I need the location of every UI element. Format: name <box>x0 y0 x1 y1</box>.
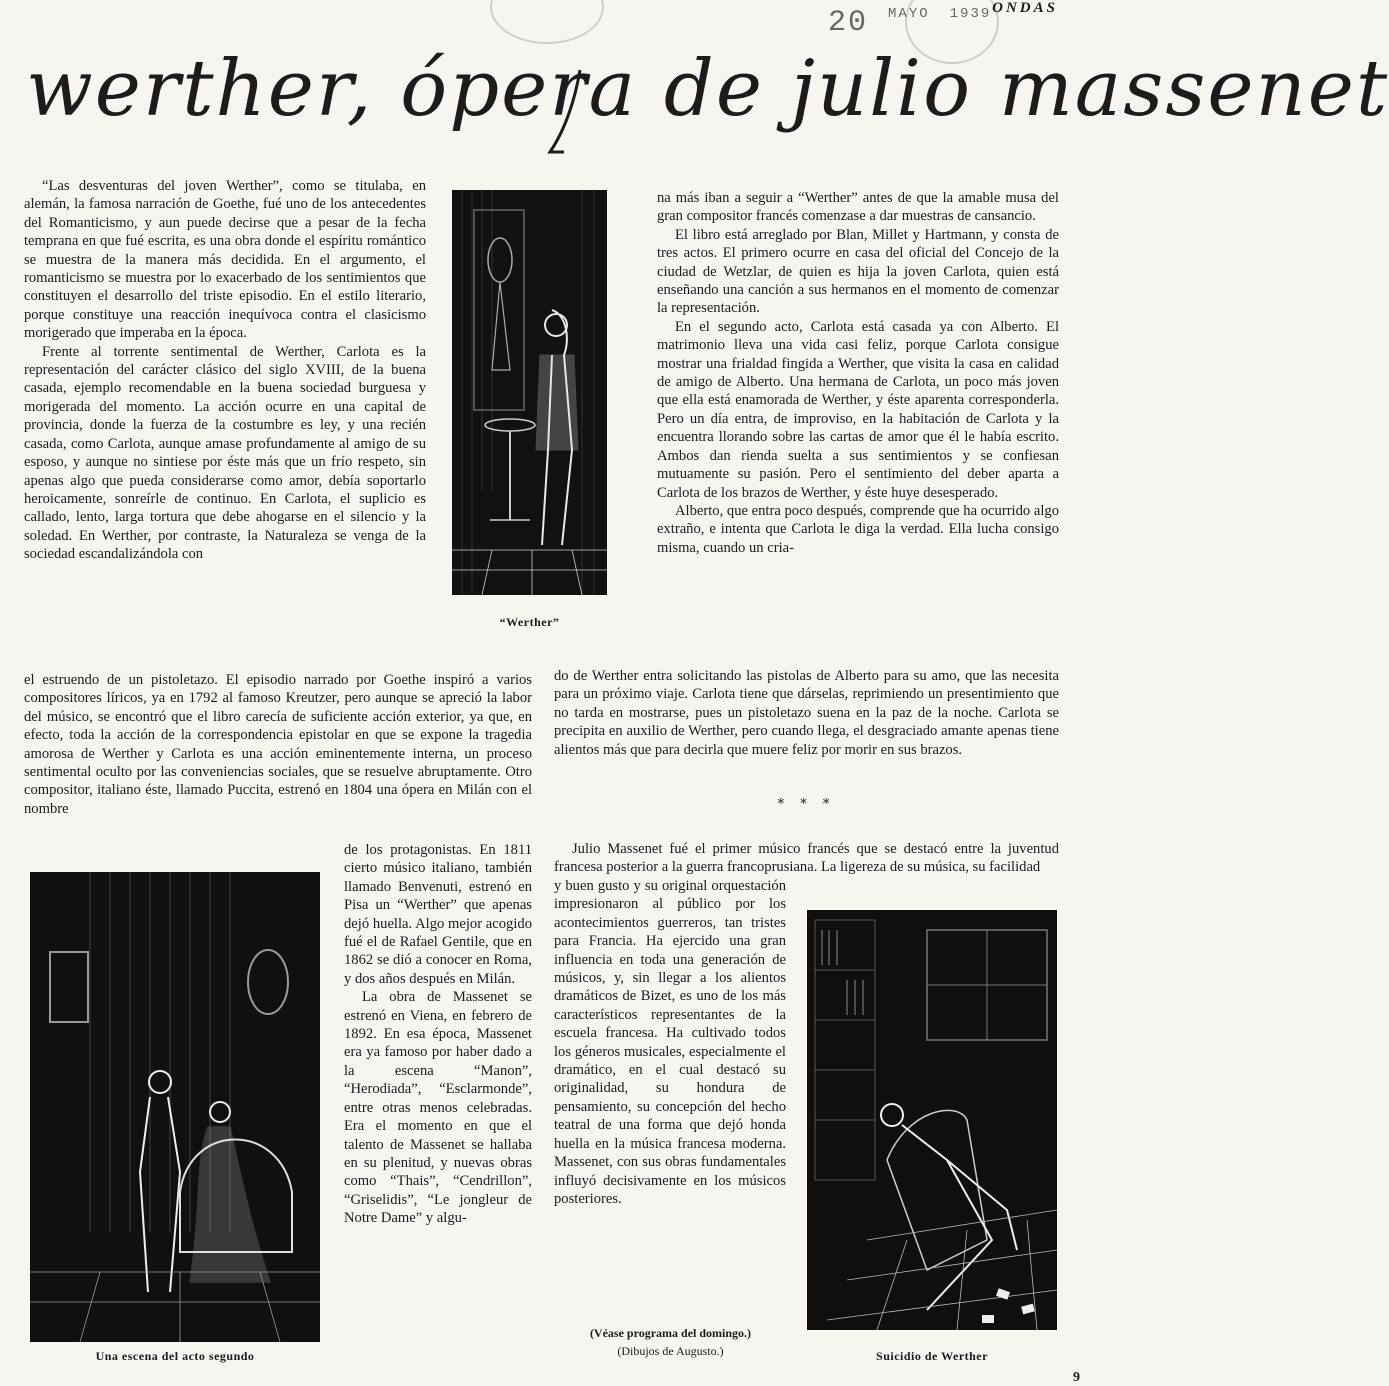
paragraph: el estruendo de un pistoletazo. El episodio narrado por Goethe inspiró a varios compositores líricos, ya en 1792 al famoso Kreutzer, pero aunque se apreció la labor del músico, se encontró que el libro carecía de suficiente acción exterior, ya que, en efecto, toda la acción de la correspondencia epistolar en que se expone la tragedia amorosa de Werther y Carlota es una acción eminentemente interna, un proceso sentimental oculto por las conveniencias sociales, que se resuelve abruptamente. Otro compositor, italiano éste, llamado Puccita, estrenó en 1804 una ópera en Milán con el nombre <box>24 672 532 817</box>
title-flourish <box>520 60 600 160</box>
illustration-escena <box>30 872 320 1342</box>
paragraph: de los protagonistas. En 1811 cierto músico italiano, también llamado Benvenuti, estrenó en Pisa un “Werther” que apenas dejó huella. Algo mejor acogido fué el de Rafael Gentile, que en 1862 se dió a conocer en Roma, y dos años después en Milán. <box>344 842 532 987</box>
date-stamp-month: MAYO <box>888 6 930 22</box>
paragraph: Frente al torrente sentimental de Werther, Carlota es la representación del carácter clásico del siglo XVIII, de la buena casada, ejemplo recomendable en la buena sociedad burguesa y morigerada del momento. La acción ocurre en una capital de provincia, donde la fuerza de la costumbre es ley, y una recién casada, como Carlota, aunque amase profundamente al amigo de su esposo, y aunque no sintiese por éste más que un frío respeto, sin apenas algo que pueda considerarse como amor, debía soportarlo heroicamente, sonreírle de continuo. En Carlota, el suplicio es callado, lento, larga tortura que debe ahogarse en el silencio y la soledad. En Werther, por contraste, la Naturaleza se venga de la sociedad escandalizándola con <box>24 343 426 563</box>
column-left-wide <box>24 671 532 818</box>
illustration-suicidio <box>807 910 1057 1330</box>
column-mid-bottom <box>344 841 532 1228</box>
paragraph: do de Werther entra solicitando las pistolas de Alberto para su amo, que las necesita para un próximo viaje. Carlota tiene que dárselas, reprimiendo un presentimiento que no tarda en mostrarse, pues un pistoletazo suena en la paz de la noche. Carlota se precipita en auxilio de Werther, pero cuando llega, el desgraciado amante apenas tiene alientos más que para decirla que muere feliz por morir en sus brazos. <box>554 668 1059 758</box>
paragraph: En el segundo acto, Carlota está casada ya con Alberto. El matrimonio lleva una vida casi feliz, porque Carlota consigue mostrar una frialdad fingida a Werther, que visita la casa en calidad de amigo de Alberto. Una hermana de Carlota, un poco más joven que ella está enamorada de Werther, y éste aparenta corresponderla. Pero un día entra, de improviso, en la habitación de Carlota y la encuentra llorando sobre las cartas de amor que él le había escrito. Ambos dan rienda suelta a sus sentimientos y se confiesan mutuamente su pasión. Pero el sentimiento del deber aparta a Carlota de los brazos de Werther, y éste huye desesperado. <box>657 318 1059 501</box>
note-programa: (Véase programa del domingo.) <box>589 1326 752 1340</box>
paragraph: y buen gusto y su original orquestación impresionaron al público por los acontecimientos guerreros, tan tristes para Francia. Ha ejercido una gran influencia en toda una generación de músicos, y, sin llegar a los alientos dramáticos de Bizet, es uno de los más característicos representantes de la escuela francesa. Ha cultivado todos los géneros musicales, especialmente el dramático, en el cual destacó su originalidad, su hondura de pensamiento, su concepción del hecho teatral de una forma que dejó honda huella en la música francesa moderna. Massenet, con sus obras fundamentales influyó decisivamente en los músicos posteriores. <box>554 878 786 1207</box>
caption-escena: Una escena del acto segundo <box>95 1349 255 1363</box>
paragraph: El libro está arreglado por Blan, Millet y Hartmann, y consta de tres actos. El primero ocurre en casa del oficial del Concejo de la ciudad de Wetzlar, de quien es hija la joven Carlota, quien está enseñando una canción a sus hermanos en el momento de comenzar la representación. <box>657 226 1059 317</box>
date-stamp-day: 20 <box>828 6 869 40</box>
column-left-top <box>24 177 426 564</box>
caption-werther: “Werther” <box>499 615 560 629</box>
article-title: werther, ópera de julio massenet <box>26 44 1389 134</box>
magazine-brand: ONDAS <box>992 0 1058 16</box>
column-right-wide <box>554 667 1059 759</box>
paragraph: La obra de Massenet se estrenó en Viena, en febrero de 1892. En esa época, Massenet era ya famoso por haber dado a la escena “Manon”, “Herodiada”, “Esclarmonde”, entre otras menos celebradas. Era el momento en que el talento de Massenet se hallaba en su plenitud, y nuevas obras como “Thais”, “Cendrillon”, “Griselidis”, “Le jongleur de Notre Dame” y algu- <box>344 989 532 1227</box>
paragraph: Alberto, que entra poco después, comprende que ha ocurrido algo extraño, e intenta que Carlota le diga la verdad. Ella lucha consigo misma, cuando un cria- <box>657 502 1059 556</box>
column-right-intro <box>554 840 1059 877</box>
caption-suicidio: Suicidio de Werther <box>876 1349 988 1363</box>
paragraph: “Las desventuras del joven Werther”, como se titulaba, en alemán, la famosa narración de Goethe, fué uno de los antecedentes del Romanticismo, y aun puede decirse que a pesar de la fecha temprana en que fué escrita, es una obra donde el espíritu romántico se muestra de la manera más decidida. En el argumento, el romanticismo se muestra por lo exacerbado de los sentimientos que constituyen el desarrollo del triste episodio. En el estilo literario, porque constituye una reacción inequívoca contra el clasicismo morigerado que imperaba en la época. <box>24 178 426 342</box>
page-number: 9 <box>1073 1370 1080 1385</box>
paragraph: Julio Massenet fué el primer músico francés que se destacó entre la juventud francesa posterior a la guerra francoprusiana. La ligereza de su música, su facilidad <box>554 841 1059 876</box>
illustration-werther <box>452 190 607 595</box>
column-right-top <box>657 189 1059 557</box>
section-separator: * * * <box>777 797 836 812</box>
note-dibujos: (Dibujos de Augusto.) <box>617 1344 724 1358</box>
column-right-bottom <box>554 877 786 1208</box>
paragraph: na más iban a seguir a “Werther” antes de que la amable musa del gran compositor francés comenzase a dar muestras de cansancio. <box>657 190 1059 225</box>
date-stamp-year: 1939 <box>949 6 992 22</box>
